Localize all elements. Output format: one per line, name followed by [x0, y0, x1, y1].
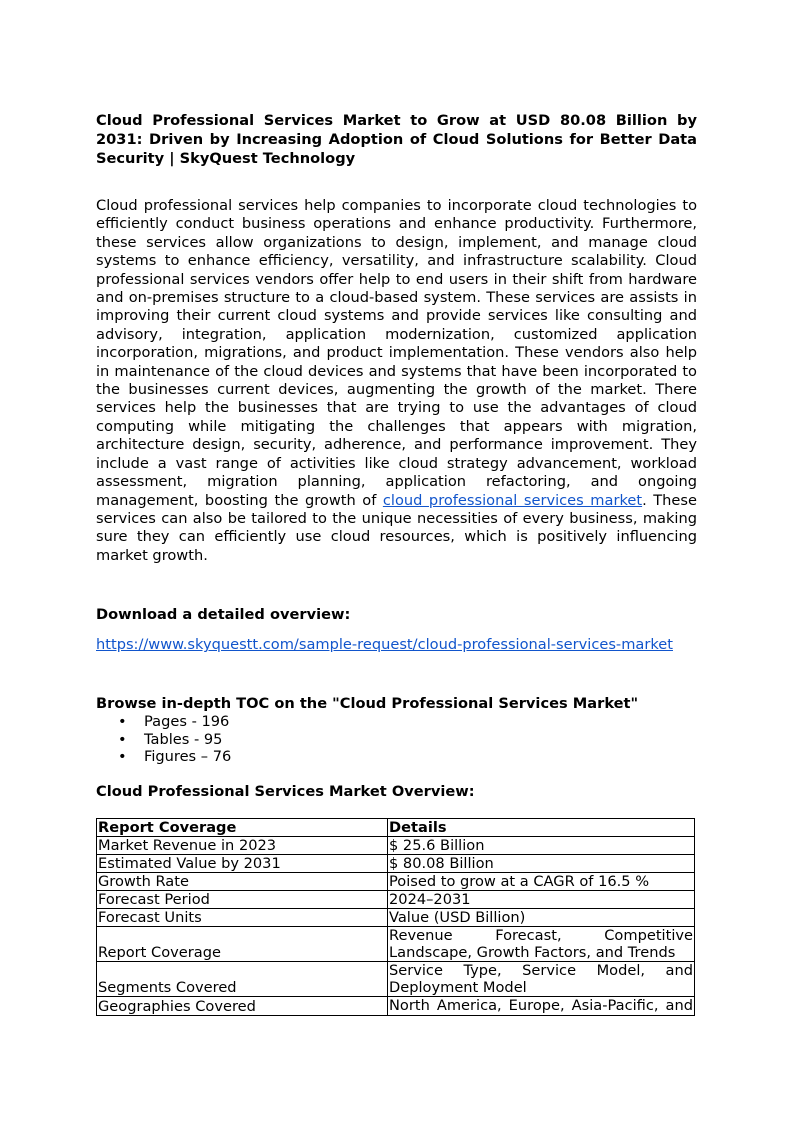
toc-item-tables: Tables - 95 — [144, 730, 223, 748]
table-cell: $ 80.08 Billion — [388, 854, 695, 872]
download-link[interactable]: https://www.skyquestt.com/sample-request/cloud-professional-services-market — [96, 636, 673, 654]
overview-heading: Cloud Professional Services Market Overview: — [96, 782, 475, 800]
table-row — [97, 961, 695, 996]
bullet-icon: • — [118, 748, 127, 766]
table-row — [97, 836, 695, 854]
header-cell: Details — [388, 818, 695, 836]
header-cell: Report Coverage — [97, 818, 388, 836]
table-cell: Geographies Covered — [97, 996, 388, 1015]
table-row — [97, 908, 695, 926]
download-heading: Download a detailed overview: — [96, 606, 351, 624]
table-cell: Forecast Period — [97, 890, 388, 908]
table-cell: Report Coverage — [97, 926, 388, 961]
document-page — [96, 111, 697, 1016]
body-text-start: Cloud professional services help companies to incorporate cloud technologies to efficiently conduct business operations and enhance productivity. Furthermore, these services allow organizations to design, implement, and manage cloud systems to enhance efficiency, versatility, and infrastructure scalability. Cloud professional services vendors offer help to end users in their shift from hardware and on-premises structure to a cloud-based system. These services are assists in improving their current cloud systems and provide services like consulting and advisory, integration, application modernization, customized application incorporation, migrations, and product implementation. These vendors also help in maintenance of the cloud devices and systems that have been incorporated to the businesses current devices, augmenting the growth of the market. There services help the businesses that are trying to use the advantages of cloud computing while mitigating the challenges that appears with migration, architecture design, security, adherence, and performance improvement. They include a vast range of activities like cloud strategy advancement, workload assessment, migration planning, application refactoring, and ongoing management, boosting the growth of — [96, 197, 697, 509]
document-title: Cloud Professional Services Market to Grow at USD 80.08 Billion by 2031: Driven by Increasing Adoption of Cloud Solutions for Better Data Security | SkyQuest Technology — [96, 112, 697, 167]
table-cell: Poised to grow at a CAGR of 16.5 % — [388, 872, 695, 890]
table-cell: Service Type, Service Model, and Deployment Model — [389, 961, 693, 996]
table-cell: $ 25.6 Billion — [388, 836, 695, 854]
table-cell: Growth Rate — [97, 872, 388, 890]
table-cell: Revenue Forecast, Competitive Landscape, Growth Factors, and Trends — [389, 926, 693, 961]
list-item — [96, 748, 697, 766]
list-item — [96, 713, 697, 731]
toc-list — [96, 713, 697, 766]
table-row — [97, 926, 695, 961]
table-cell: Estimated Value by 2031 — [97, 854, 388, 872]
table-row — [97, 872, 695, 890]
table-cell: 2024–2031 — [388, 890, 695, 908]
body-text-end: . These services can also be tailored to the unique necessities of every business, making sure they can efficiently use cloud resources, which is positively influencing market growth. — [96, 491, 697, 564]
table-row — [97, 854, 695, 872]
toc-item-figures: Figures – 76 — [144, 748, 232, 766]
market-link[interactable]: cloud professional services market — [382, 491, 643, 509]
table-cell: Market Revenue in 2023 — [97, 836, 388, 854]
toc-heading: Browse in-depth TOC on the "Cloud Professional Services Market" — [96, 695, 639, 713]
table-cell: North America, Europe, Asia-Pacific, and — [389, 996, 693, 1014]
table-row — [97, 890, 695, 908]
table-header-row — [97, 818, 695, 836]
bullet-icon: • — [118, 730, 127, 748]
bullet-icon: • — [118, 713, 127, 731]
toc-item-pages: Pages - 196 — [144, 713, 230, 731]
table-cell: Segments Covered — [97, 961, 388, 996]
body-paragraph — [96, 197, 697, 565]
table-cell: Forecast Units — [97, 908, 388, 926]
table-row — [97, 996, 695, 1015]
report-coverage-table — [96, 818, 695, 1016]
table-cell: Value (USD Billion) — [388, 908, 695, 926]
list-item — [96, 731, 697, 749]
